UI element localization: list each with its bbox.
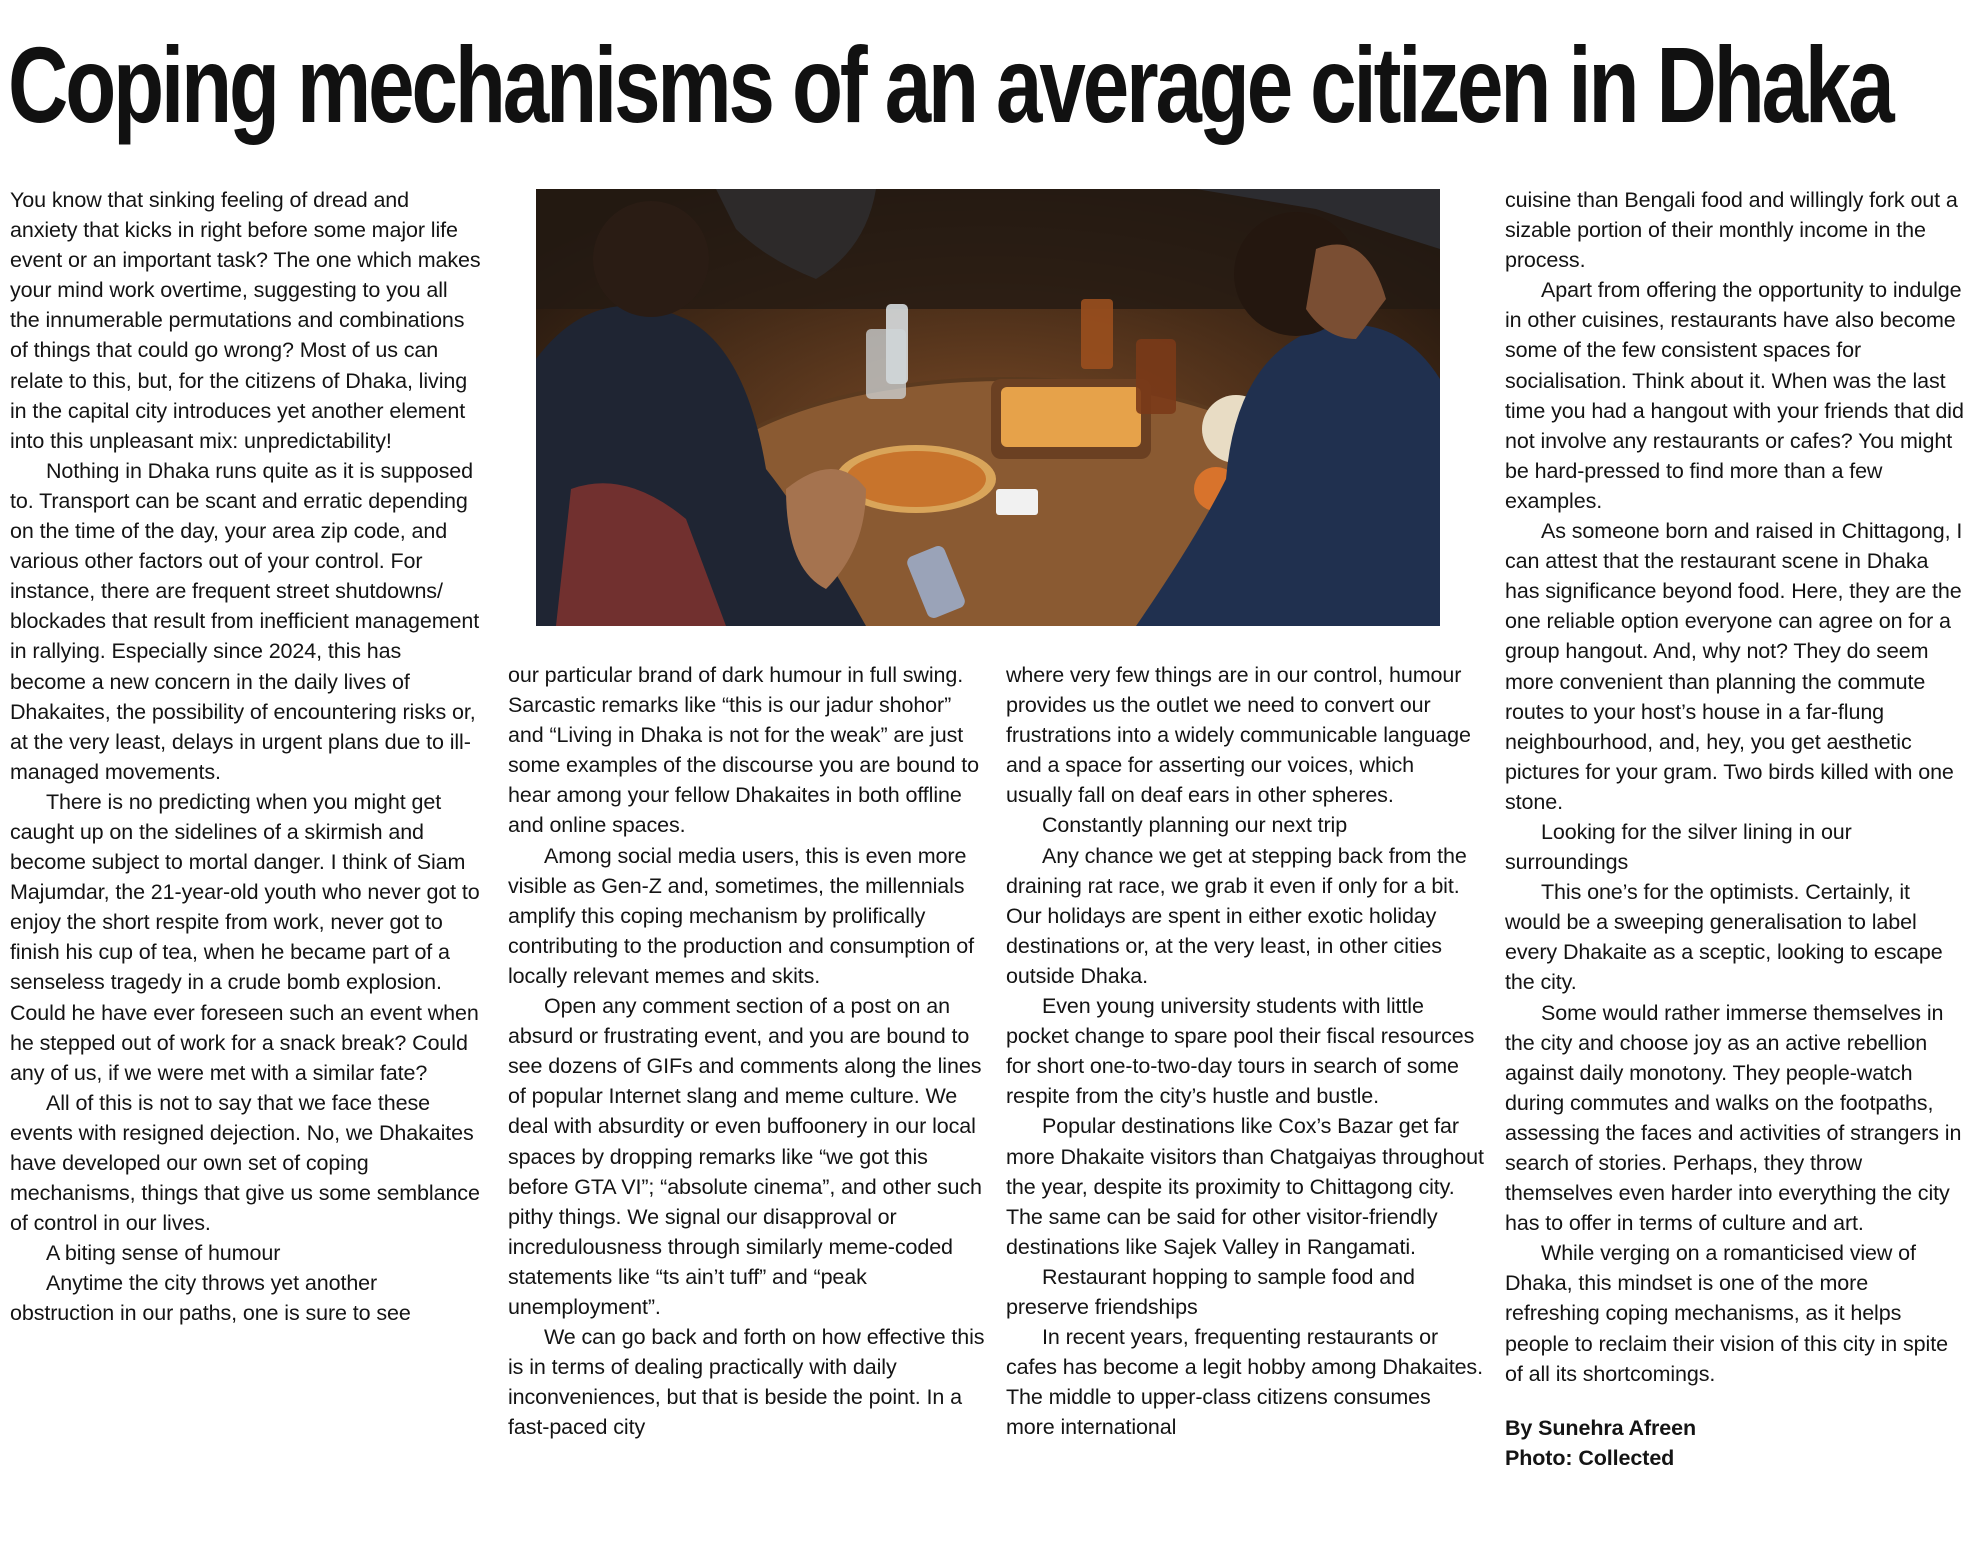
- photo-credit: Photo: Collected: [1505, 1445, 1675, 1470]
- paragraph: Even young university students with little pocket change to spare pool their fiscal resources for short one-to-two-day tours in search of some respite from the city’s hustle and bustle.: [1006, 994, 1475, 1109]
- paragraph: Some would rather immerse themselves in the city and choose joy as an active rebellion against daily monotony. They people-watch during commutes and walks on the footpaths, assessing the faces and activities of strangers in search of stories. Perhaps, they throw themselves even harder into everything the city has to offer in terms of culture and art.: [1505, 1000, 1962, 1236]
- restaurant-photo-icon: [536, 189, 1440, 626]
- paragraph: cuisine than Bengali food and willingly fork out a sizable portion of their monthly income in the process.: [1505, 188, 1958, 273]
- subheading: A biting sense of humour: [46, 1241, 281, 1266]
- paragraph: As someone born and raised in Chittagong, I can attest that the restaurant scene in Dhaka has significance beyond food. Here, they are the one reliable option everyone can agree on for a group hangout. And, why not? They do seem more convenient than planning the commute routes to your host’s house in a far-flung neighbourhood, and, hey, you get aesthetic pictures for your gram. Two birds killed with one stone.: [1505, 519, 1963, 814]
- subheading: Constantly planning our next trip: [1042, 813, 1348, 838]
- article-column-2: [508, 660, 985, 1545]
- restaurant-photo: [536, 189, 1440, 626]
- paragraph: In recent years, frequenting restaurants or cafes has become a legit hobby among Dhakaites. The middle to upper-class citizens consumes more international: [1006, 1325, 1483, 1440]
- paragraph: All of this is not to say that we face these events with resigned dejection. No, we Dhakaites have developed our own set of coping mechanisms, things that give us some semblance of control in our lives.: [10, 1090, 480, 1236]
- paragraph: You know that sinking feeling of dread and anxiety that kicks in right before some major life event or an important task? The one which makes your mind work overtime, suggesting to you all the innumerable permutations and combinations of things that could go wrong? Most of us can relate to this, but, for the citizens of Dhaka, living in the capital city introduces yet another element into this unpleasant mix: unpredictability!: [10, 188, 481, 453]
- paragraph: Anytime the city throws yet another obstruction in our paths, one is sure to see: [10, 1271, 411, 1326]
- paragraph: We can go back and forth on how effective this is in terms of dealing practically with daily inconveniences, but that is beside the point. In a fast-paced city: [508, 1325, 985, 1440]
- article-column-1: [10, 185, 482, 1545]
- article-column-4: [1505, 185, 1965, 1545]
- paragraph: Apart from offering the opportunity to indulge in other cuisines, restaurants have also become some of the few consistent spaces for socialisation. Think about it. When was the last time you had a hangout with your friends that did not involve any restaurants or cafes? You might be hard-pressed to find more than a few examples.: [1505, 278, 1964, 513]
- paragraph: There is no predicting when you might get caught up on the sidelines of a skirmish and become subject to mortal danger. I think of Siam Majumdar, the 21-year-old youth who never got to enjoy the short respite from work, never got to finish his cup of tea, when he became part of a senseless tragedy in a crude bomb explosion. Could he have ever foreseen such an event when he stepped out of work for a snack break? Could any of us, if we were met with a similar fate?: [10, 789, 480, 1085]
- paragraph: where very few things are in our control, humour provides us the outlet we need to convert our frustrations into a widely communicable language and a space for asserting our voices, which usually fall on deaf ears in other spheres.: [1006, 663, 1471, 808]
- article-column-3: [1006, 660, 1484, 1545]
- paragraph: Popular destinations like Cox’s Bazar get far more Dhakaite visitors than Chatgaiyas throughout the year, despite its proximity to Chittagong city. The same can be said for other visitor-friendly destinations like Sajek Valley in Rangamati.: [1006, 1114, 1484, 1259]
- author-credit: By Sunehra Afreen: [1505, 1415, 1697, 1440]
- paragraph: Any chance we get at stepping back from the draining rat race, we grab it even if only for a bit. Our holidays are spent in either exotic holiday destinations or, at the very least, in other cities outside Dhaka.: [1006, 843, 1467, 988]
- paragraph: our particular brand of dark humour in full swing. Sarcastic remarks like “this is our jadur shohor” and “Living in Dhaka is not for the weak” are just some examples of the discourse you are bound to hear among your fellow Dhakaites in both offline and online spaces.: [508, 663, 979, 838]
- subheading: Restaurant hopping to sample food and preserve friendships: [1006, 1264, 1415, 1319]
- paragraph: Nothing in Dhaka runs quite as it is supposed to. Transport can be scant and erratic depending on the time of the day, your area zip code, and various other factors out of your control. For instance, there are frequent street shutdowns/ blockades that result from inefficient management in rallying. Especially since 2024, this has become a new concern in the daily lives of Dhakaites, the possibility of encountering risks or, at the very least, delays in urgent plans due to ill-managed movements.: [10, 458, 480, 784]
- paragraph: Open any comment section of a post on an absurd or frustrating event, and you are bound to see dozens of GIFs and comments along the lines of popular Internet slang and meme culture. We deal with absurdity or even buffoonery in our local spaces by dropping remarks like “we got this before GTA VI”; “absolute cinema”, and other such pithy things. We signal our disapproval or incredulousness through similarly meme-coded statements like “ts ain’t tuff” and “peak unemployment”.: [508, 994, 982, 1319]
- subheading: Looking for the silver lining in our surroundings: [1505, 819, 1852, 875]
- byline: [1505, 1413, 1965, 1473]
- paragraph: Among social media users, this is even more visible as Gen-Z and, sometimes, the millennials amplify this coping mechanism by prolifically contributing to the production and consumption of locally relevant memes and skits.: [508, 843, 975, 988]
- headline: Coping mechanisms of an average citizen in Dhaka: [8, 24, 1892, 145]
- paragraph: While verging on a romanticised view of Dhaka, this mindset is one of the more refreshing coping mechanisms, as it helps people to reclaim their vision of this city in spite of all its shortcomings.: [1505, 1241, 1948, 1386]
- paragraph: This one’s for the optimists. Certainly, it would be a sweeping generalisation to label every Dhakaite as a sceptic, looking to escape the city.: [1505, 880, 1943, 995]
